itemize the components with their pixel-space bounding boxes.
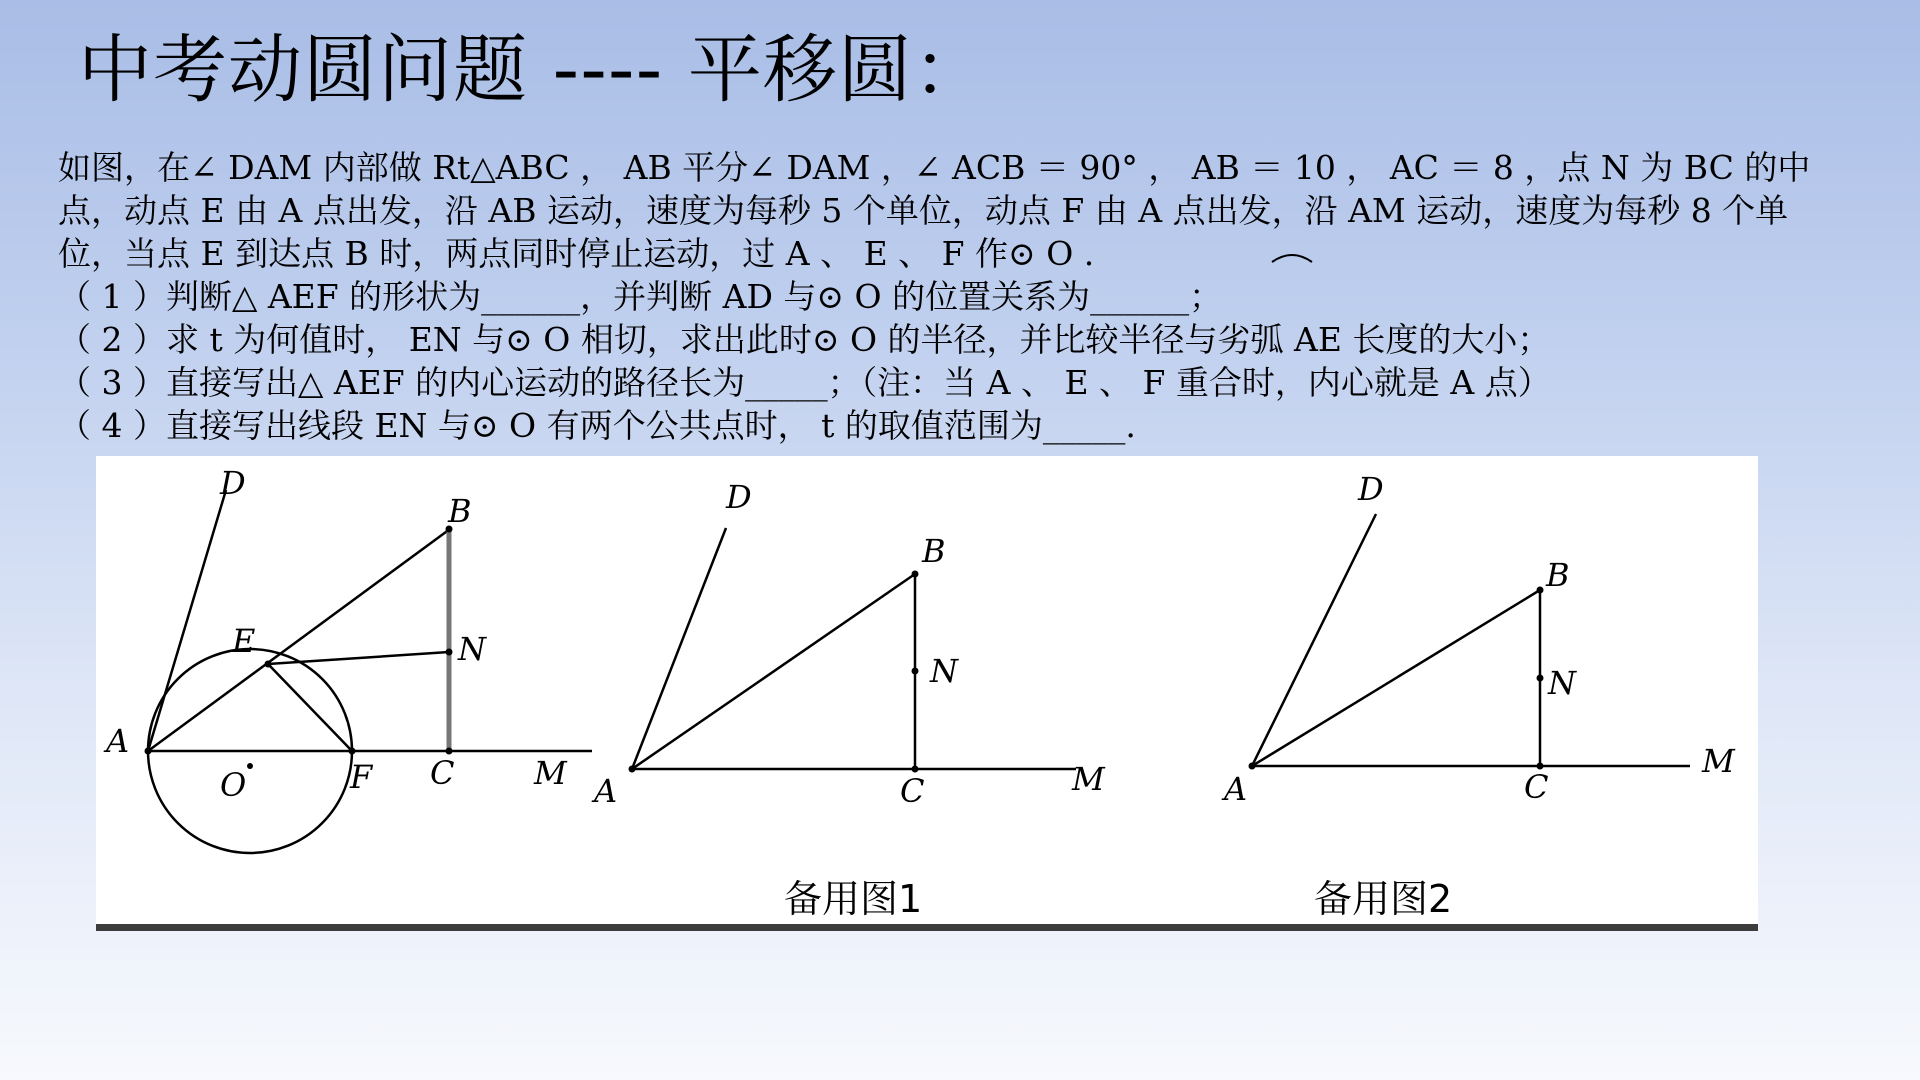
problem-statement: [58, 146, 1878, 447]
slide-title: 中考动圆问题 ---- 平移圆：: [78, 27, 988, 113]
label-n: N: [458, 630, 486, 668]
question-1: （ 1 ）判断△ AEF 的形状为______，并判断 AD 与⊙ O 的位置关系为______；: [58, 277, 1223, 316]
point: [1537, 675, 1544, 682]
backup-figure-2: [1252, 514, 1690, 766]
label-c: C: [1524, 768, 1549, 806]
label-n: N: [930, 652, 958, 690]
main-figure: [148, 490, 592, 853]
label-a: A: [106, 722, 130, 760]
label-a: A: [594, 772, 618, 810]
problem-line: 点，动点 E 由 A 点出发，沿 AB 运动，速度为每秒 5 个单位，动点 F 由 A 点出发，沿 AM 运动，速度为每秒 8 个单: [58, 191, 1789, 230]
figure-panel: [96, 456, 1758, 931]
label-d: D: [1358, 470, 1384, 508]
label-a: A: [1224, 770, 1248, 808]
segment-ab: [148, 529, 450, 751]
label-c: C: [900, 772, 925, 810]
point: [349, 748, 356, 755]
segment-ef: [268, 664, 352, 751]
label-m: M: [1072, 760, 1105, 798]
problem-line: 如图，在∠ DAM 内部做 Rt△ABC ， AB 平分∠ DAM ，∠ ACB ＝ 90° ， AB ＝ 10 ， AC ＝ 8 ，点 N 为 BC 的中: [58, 148, 1811, 187]
segment-en: [268, 652, 449, 664]
geometry-figures: [96, 456, 1758, 924]
caption-backup-1: 备用图1: [784, 877, 923, 921]
label-f: F: [350, 758, 373, 796]
label-d: D: [726, 478, 752, 516]
label-d: D: [220, 464, 246, 502]
backup-figure-1: [632, 528, 1076, 769]
label-b: B: [922, 532, 946, 570]
point: [912, 668, 919, 675]
label-b: B: [448, 492, 472, 530]
label-o: O: [220, 766, 247, 804]
point: [247, 763, 253, 769]
point: [446, 649, 453, 656]
label-c: C: [430, 754, 455, 792]
point: [629, 766, 636, 773]
label-m: M: [534, 754, 567, 792]
problem-line: 位，当点 E 到达点 B 时，两点同时停止运动，过 A 、 E 、 F 作⊙ O .: [58, 234, 1095, 273]
label-m: M: [1702, 742, 1735, 780]
ray-ad: [632, 528, 726, 769]
point: [1249, 763, 1256, 770]
point: [145, 748, 152, 755]
segment-ab: [632, 574, 915, 769]
caption-backup-2: 备用图2: [1314, 877, 1453, 921]
point: [1537, 587, 1544, 594]
arc-symbol: [1270, 250, 1314, 264]
point: [265, 661, 272, 668]
question-2: （ 2 ）求 t 为何值时， EN 与⊙ O 相切，求出此时⊙ O 的半径，并比较半径与劣弧 AE 长度的大小；: [58, 320, 1551, 359]
point: [912, 571, 919, 578]
label-n: N: [1548, 664, 1576, 702]
label-b: B: [1546, 556, 1570, 594]
question-3: （ 3 ）直接写出△ AEF 的内心运动的路径长为_____；（注：当 A 、 E 、 F 重合时，内心就是 A 点）: [58, 363, 1551, 402]
question-4: （ 4 ）直接写出线段 EN 与⊙ O 有两个公共点时， t 的取值范围为_____.: [58, 406, 1136, 445]
ray-ad: [148, 490, 226, 751]
label-e: E: [232, 622, 256, 660]
